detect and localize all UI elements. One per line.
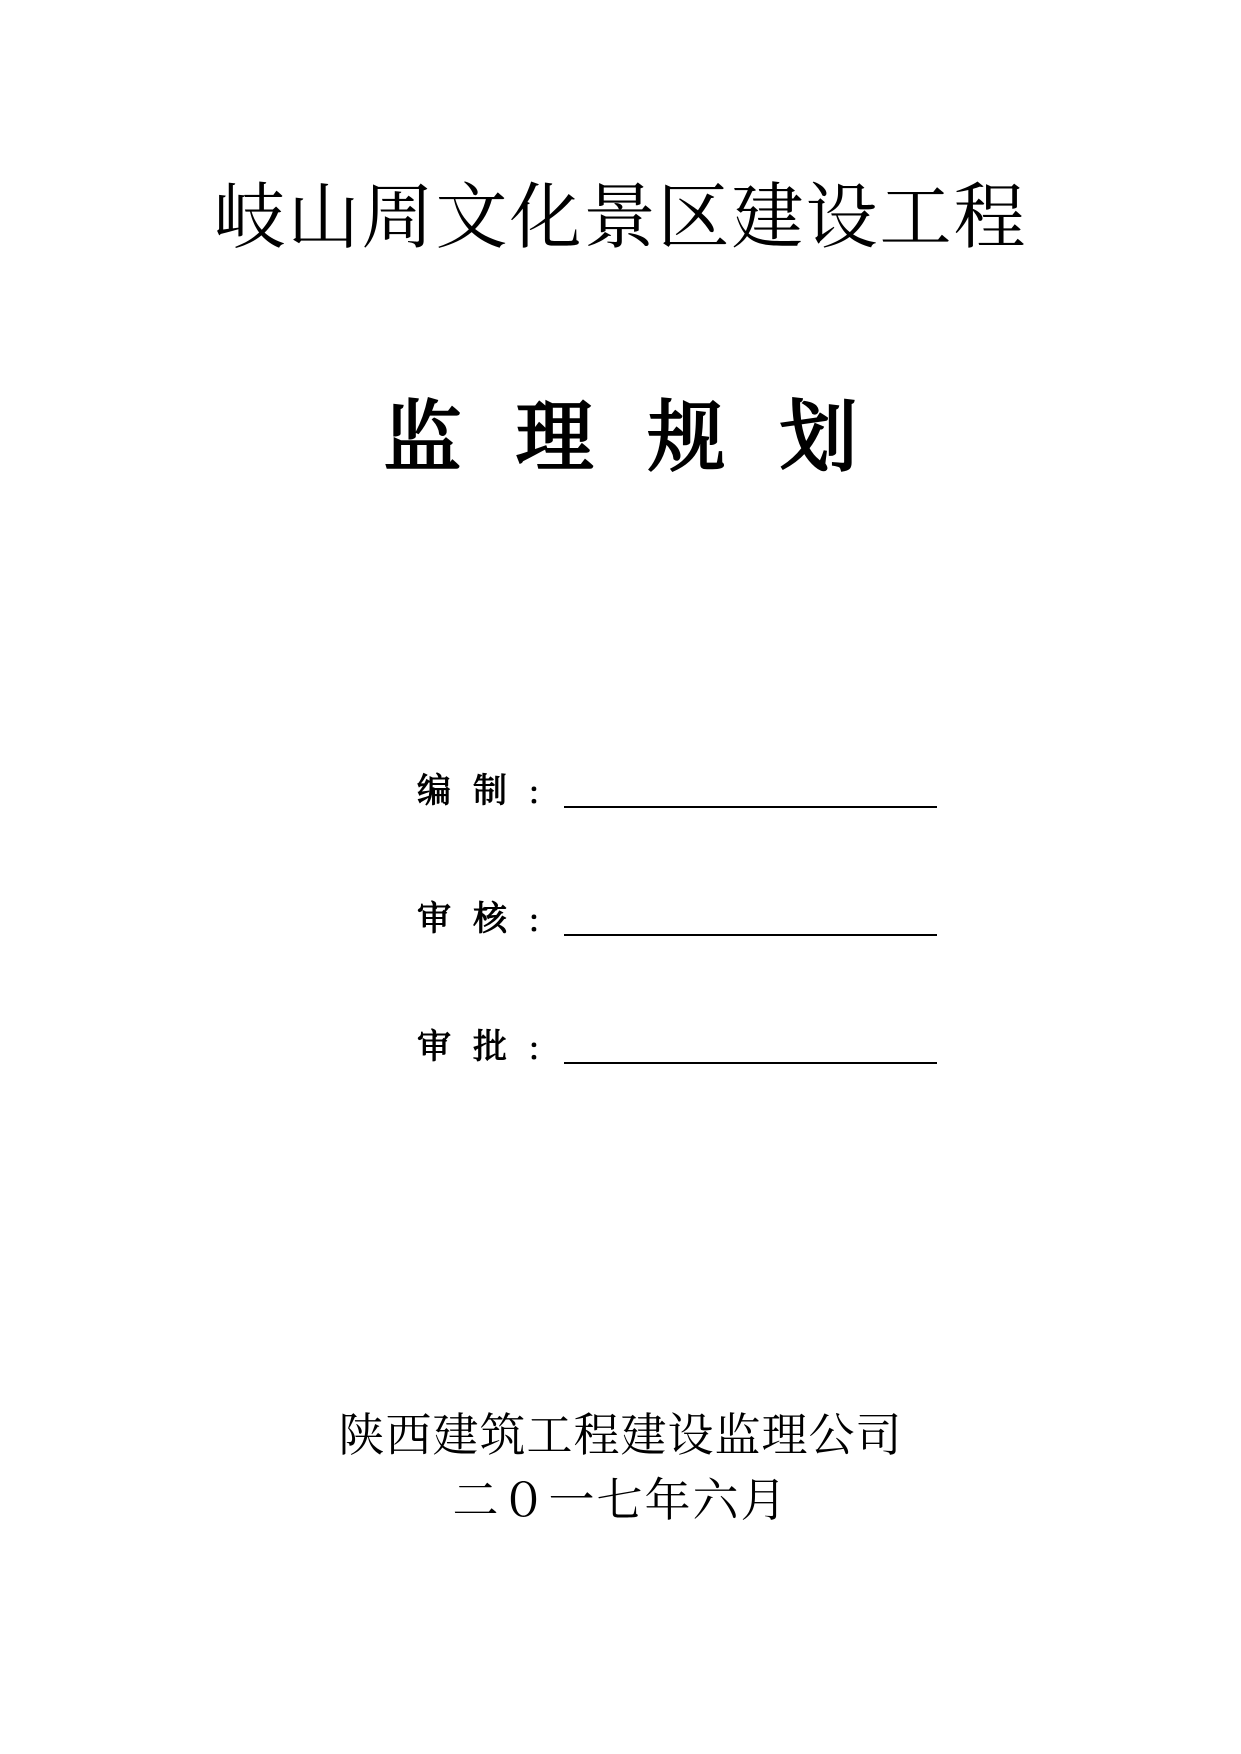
signature-label: 审批 <box>417 1027 529 1067</box>
signature-line <box>564 934 937 936</box>
signature-row-reviewed-by <box>417 894 937 944</box>
project-title: 岐山周文化景区建设工程 <box>213 175 1028 259</box>
signature-label: 审核 <box>417 899 529 939</box>
signature-row-approved-by <box>417 1022 937 1072</box>
signature-colon: ： <box>527 905 557 940</box>
issue-date: 二０一七年六月 <box>452 1473 789 1527</box>
signature-colon: ： <box>527 777 557 812</box>
signature-line <box>564 1062 937 1064</box>
signature-colon: ： <box>527 1033 557 1068</box>
signature-line <box>564 806 937 808</box>
signature-label: 编制 <box>417 771 529 811</box>
document-title: 监理规划 <box>383 392 912 483</box>
signature-row-compiled-by <box>417 766 937 816</box>
company-name: 陕西建筑工程建设监理公司 <box>338 1408 903 1462</box>
